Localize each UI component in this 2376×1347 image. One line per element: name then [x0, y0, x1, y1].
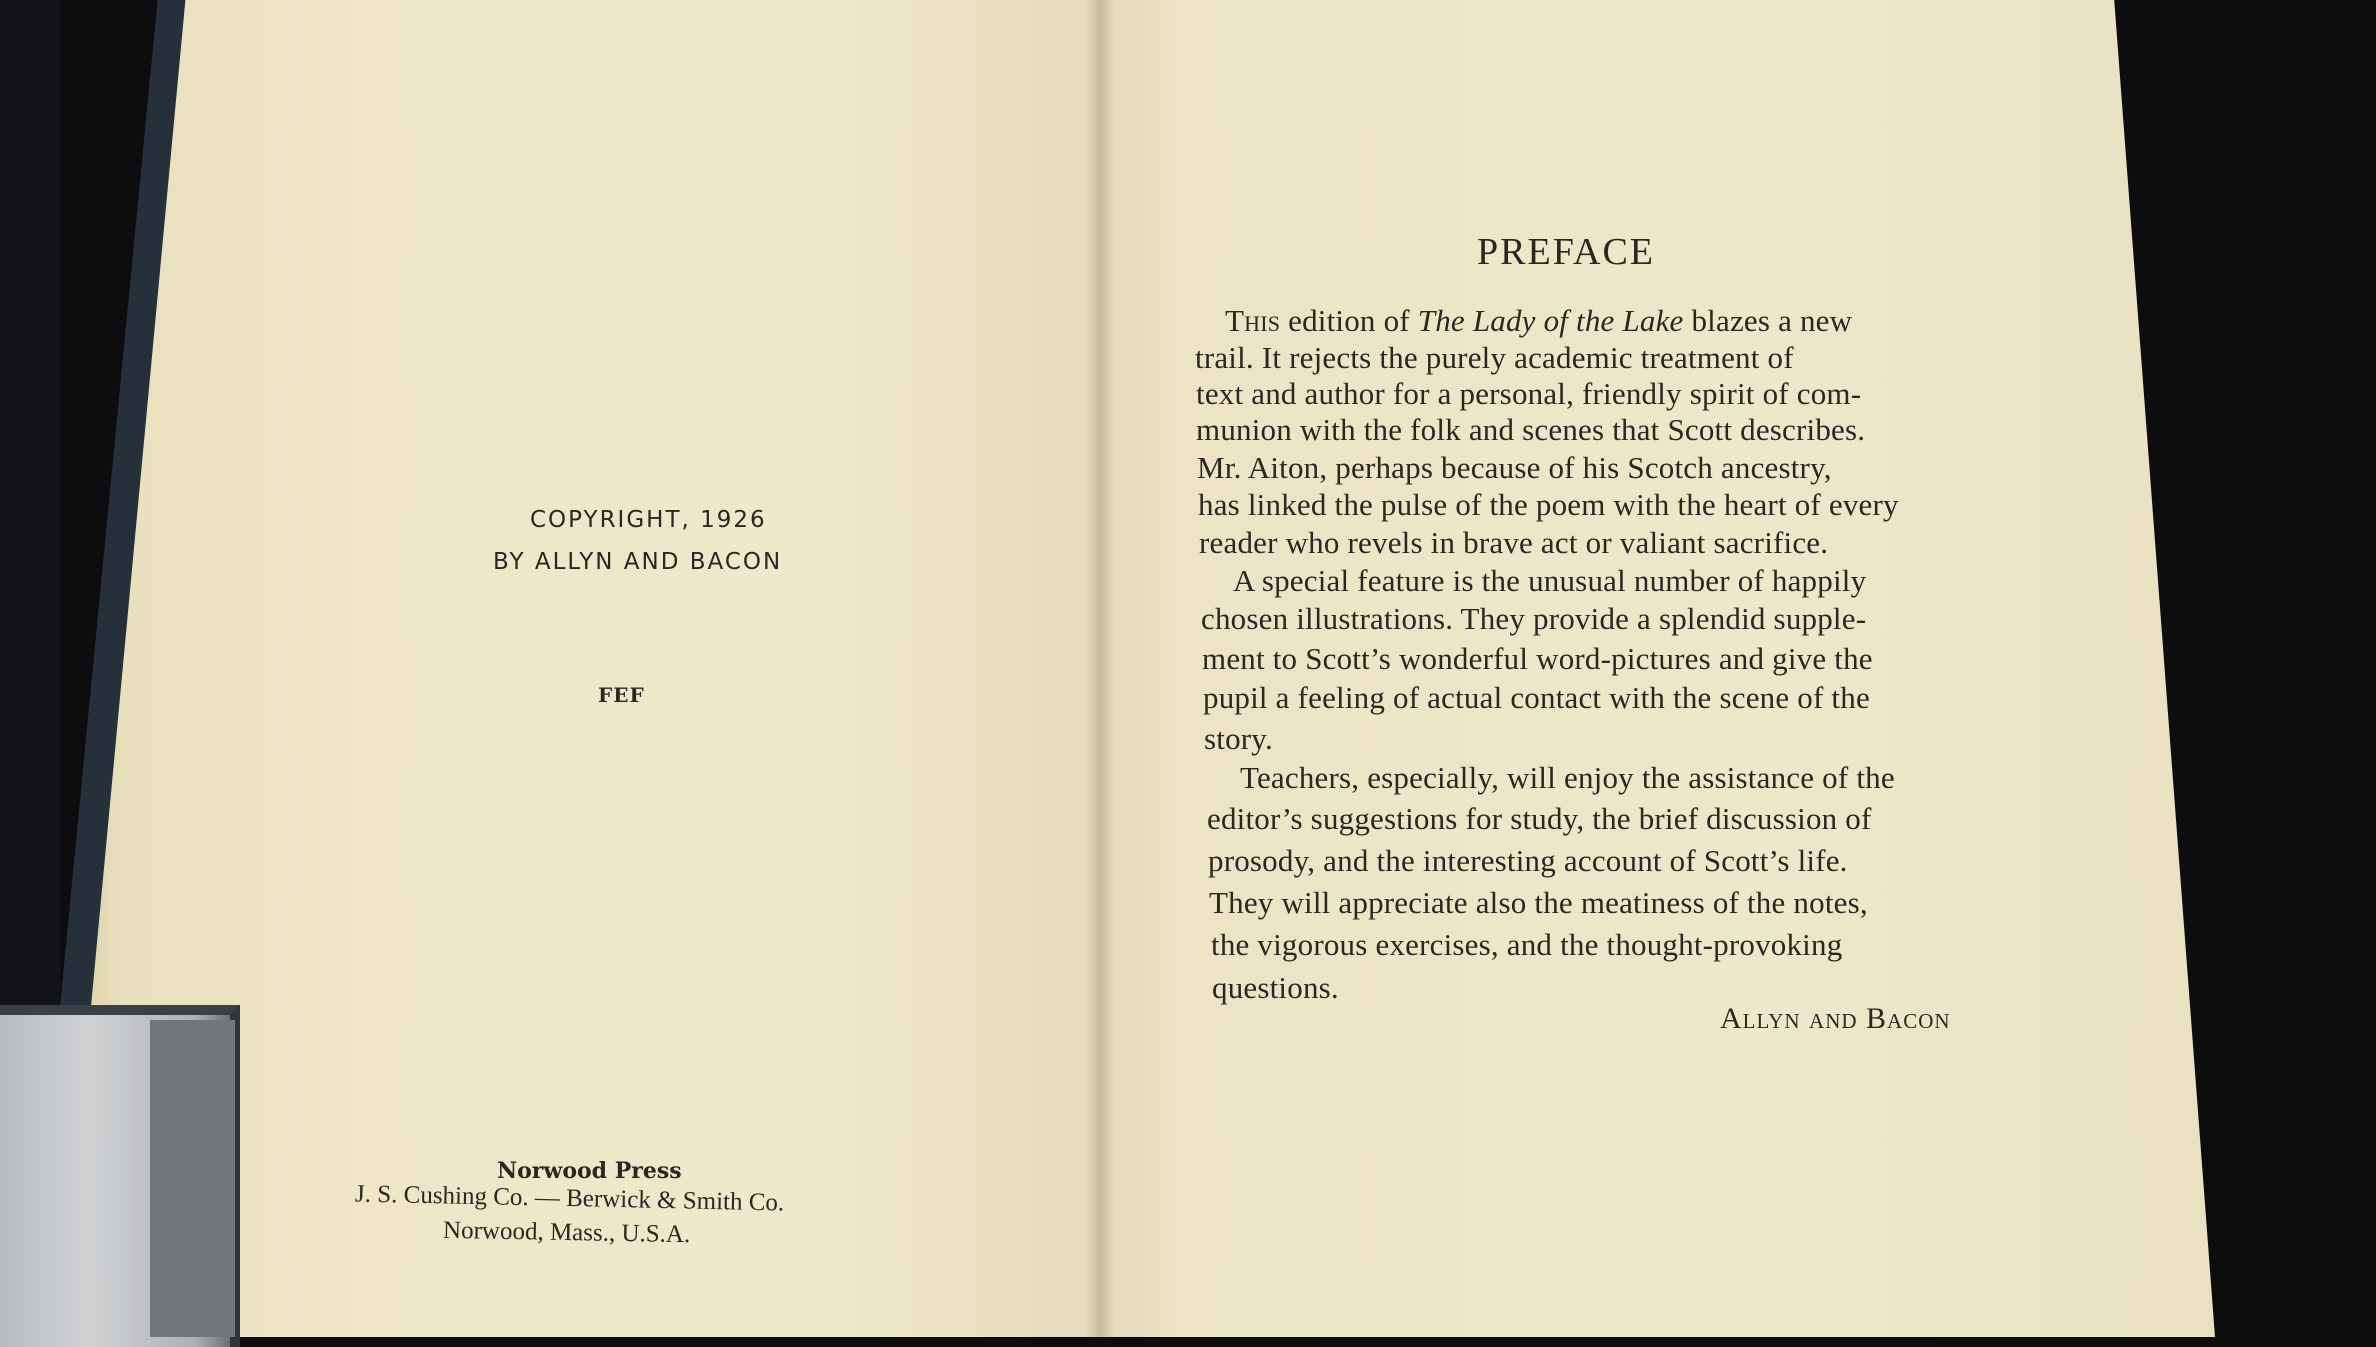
copyright-line-1: COPYRIGHT, 1926	[530, 507, 767, 533]
book-gutter	[1085, 0, 1115, 1337]
preface-line: prosody, and the interesting account of Scott’s life.	[1208, 843, 1848, 878]
preface-line: Teachers, especially, will enjoy the assistance of the	[1240, 760, 1895, 795]
page-code: FEF	[598, 683, 645, 707]
preface-title: PREFACE	[1477, 231, 1656, 273]
preface-line: They will appreciate also the meatiness of the notes,	[1209, 885, 1868, 920]
imprint-press: Norwood Press	[497, 1158, 682, 1184]
foreground-object-edge	[150, 1020, 235, 1337]
preface-line: text and author for a personal, friendly spirit of com-	[1196, 376, 1862, 411]
preface-line: munion with the folk and scenes that Scott describes.	[1196, 412, 1866, 447]
preface-line: questions.	[1212, 970, 1339, 1005]
copyright-line-2: BY ALLYN AND BACON	[493, 549, 783, 575]
imprint-location: Norwood, Mass., U.S.A.	[442, 1216, 691, 1249]
preface-line: ment to Scott’s wonderful word-pictures and give the	[1202, 641, 1873, 676]
preface-line: story.	[1204, 721, 1273, 756]
imprint-printers: J. S. Cushing Co. — Berwick & Smith Co.	[354, 1180, 785, 1217]
background-right	[2196, 0, 2376, 1337]
preface-signature: Allyn and Bacon	[1720, 1002, 1951, 1035]
preface-line: chosen illustrations. They provide a splendid supple-	[1201, 601, 1867, 636]
preface-line: has linked the pulse of the poem with the heart of every	[1198, 487, 1899, 522]
preface-line: pupil a feeling of actual contact with the scene of the	[1203, 680, 1870, 715]
preface-line: editor’s suggestions for study, the brief discussion of	[1207, 801, 1872, 836]
preface-line: A special feature is the unusual number of happily	[1233, 563, 1867, 598]
preface-line: the vigorous exercises, and the thought-provoking	[1211, 927, 1843, 962]
preface-line: This edition of The Lady of the Lake blazes a new	[1225, 303, 1853, 338]
preface-line: reader who revels in brave act or valiant sacrifice.	[1199, 525, 1829, 560]
preface-line: Mr. Aiton, perhaps because of his Scotch ancestry,	[1197, 450, 1832, 485]
preface-line: trail. It rejects the purely academic treatment of	[1195, 340, 1794, 375]
